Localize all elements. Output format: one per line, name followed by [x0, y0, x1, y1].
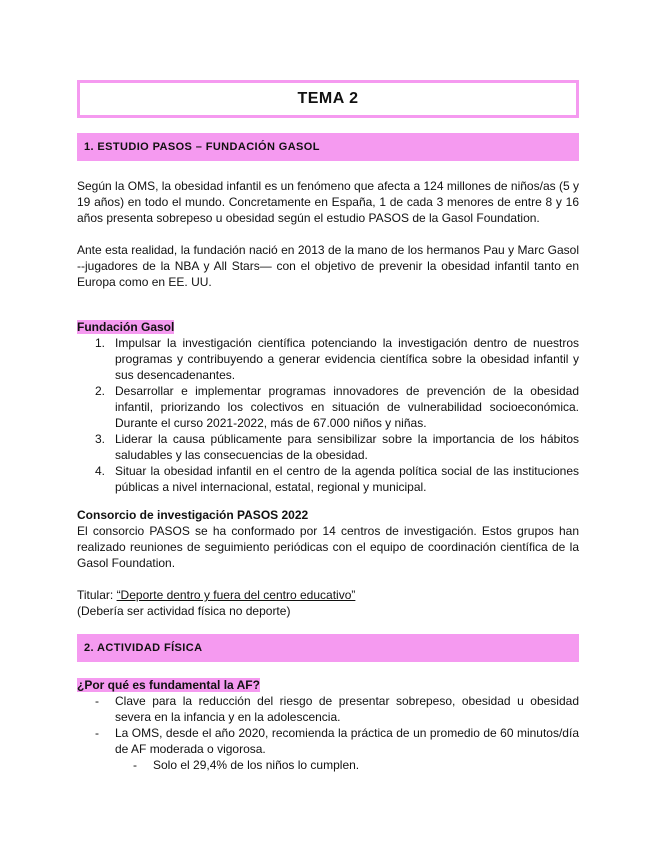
titular-value: “Deporte dentro y fuera del centro educativo”: [116, 588, 356, 602]
list-item-text: Impulsar la investigación científica potenciando la investigación dentro de nuestros programas y contribuyendo a generar evidencia científica sobre la obesidad infantil y sus desencadenantes.: [115, 336, 579, 382]
list-item-text: Clave para la reducción del riesgo de presentar sobrepeso, obesidad u obesidad severa en la infancia y en la adolescencia.: [115, 694, 579, 724]
subheading-consorcio: Consorcio de investigación PASOS 2022: [77, 508, 309, 522]
list-item-text: Situar la obesidad infantil en el centro de la agenda política social de las instituciones públicas a nivel internacional, estatal, regional y municipal.: [115, 464, 579, 494]
list-item-text: Solo el 29,4% de los niños lo cumplen.: [153, 758, 360, 772]
page-title: TEMA 2: [297, 90, 359, 107]
list-number: 1.: [95, 336, 106, 350]
titular-label: Titular:: [77, 588, 117, 602]
list-number: 3.: [95, 432, 106, 446]
list-item: [77, 383, 579, 431]
titular-note: (Debería ser actividad física no deporte): [77, 604, 291, 618]
paragraph-consorcio: El consorcio PASOS se ha conformado por 14 centros de investigación. Estos grupos han realizado reuniones de seguimiento periódicas con el equipo de coordinación científica de la Gasol Foundation.: [77, 524, 579, 570]
list-item: [77, 431, 579, 463]
list-item: [77, 463, 579, 495]
list-dash: -: [95, 694, 99, 708]
fundacion-goals-list: [77, 335, 579, 495]
section-heading-actividad-fisica: [77, 634, 579, 662]
subheading-fundacion-gasol: [77, 319, 174, 335]
list-item: [77, 693, 579, 725]
paragraph-fundacion-origen: Ante esta realidad, la fundación nació en 2013 de la mano de los hermanos Pau y Marc Gasol --jugadores de la NBA y All Stars— con el objetivo de prevenir la obesidad infantil tanto en Europa como en EE. UU.: [77, 243, 579, 289]
af-reasons-list: [77, 693, 579, 773]
list-item-text: Liderar la causa públicamente para sensibilizar sobre la importancia de los hábitos saludables y las consecuencias de la obesidad.: [115, 432, 579, 462]
list-item: [77, 335, 579, 383]
title-box: [77, 80, 579, 118]
list-item: [77, 725, 579, 757]
list-dash: -: [95, 726, 99, 740]
list-item-text: Desarrollar e implementar programas innovadores de prevención de la obesidad infantil, priorizando los colectivos en situación de vulnerabilidad socioeconómica. Durante el curso 2021-2022, más de 67.000 niños y niñas.: [115, 384, 579, 430]
titular-line: [77, 587, 579, 603]
highlighted-heading: Fundación Gasol: [77, 320, 175, 334]
section-heading-text: 1. ESTUDIO PASOS – FUNDACIÓN GASOL: [84, 141, 320, 153]
subheading-af-question: [77, 677, 260, 693]
list-number: 4.: [95, 464, 106, 478]
list-number: 2.: [95, 384, 106, 398]
list-dash: -: [133, 758, 137, 772]
highlighted-heading: ¿Por qué es fundamental la AF?: [77, 678, 260, 692]
paragraph-oms: Según la OMS, la obesidad infantil es un fenómeno que afecta a 124 millones de niños/as (5 y 19 años) en todo el mundo. Concretamente en España, 1 de cada 3 menores de entre 8 y 16 años presenta sobrepeso u obesidad según el estudio PASOS de la Gasol Foundation.: [77, 179, 579, 225]
section-heading-text: 2. ACTIVIDAD FÍSICA: [84, 642, 203, 654]
list-item-text: La OMS, desde el año 2020, recomienda la práctica de un promedio de 60 minutos/día de AF moderada o vigorosa.: [115, 726, 579, 756]
section-heading-estudio-pasos: [77, 133, 579, 161]
list-item: [77, 757, 579, 773]
